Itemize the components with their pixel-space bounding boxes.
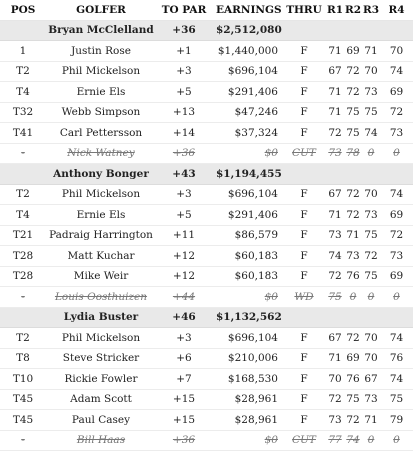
- player-earnings: $696,104: [212, 184, 282, 205]
- player-name[interactable]: Phil Mickelson: [46, 184, 156, 205]
- player-r4: 73: [380, 123, 413, 144]
- player-r1: 71: [326, 41, 344, 62]
- player-thru: F: [282, 82, 326, 103]
- player-r3: 73: [362, 82, 380, 103]
- player-earnings: $291,406: [212, 82, 282, 103]
- player-r1: 71: [326, 82, 344, 103]
- player-pos: T28: [0, 246, 46, 267]
- owner-group-row[interactable]: [0, 20, 413, 41]
- player-name[interactable]: Justin Rose: [46, 41, 156, 62]
- player-earnings: $696,104: [212, 61, 282, 82]
- player-to-par: +5: [156, 82, 212, 103]
- player-r4: 73: [380, 246, 413, 267]
- player-r2: 0: [344, 287, 362, 308]
- player-r3: 74: [362, 123, 380, 144]
- owner-empty-pos: [0, 307, 46, 328]
- owner-name[interactable]: Anthony Bonger: [46, 164, 156, 185]
- player-earnings: $1,440,000: [212, 41, 282, 62]
- player-r2: 78: [344, 143, 362, 164]
- player-r4: 79: [380, 410, 413, 431]
- player-name[interactable]: Phil Mickelson: [46, 61, 156, 82]
- player-r1: 67: [326, 61, 344, 82]
- player-thru: F: [282, 328, 326, 349]
- player-r2: 76: [344, 369, 362, 390]
- player-pos: T8: [0, 348, 46, 369]
- player-r4: 75: [380, 389, 413, 410]
- player-r4: 0: [380, 287, 413, 308]
- player-to-par: +13: [156, 102, 212, 123]
- player-r3: 73: [362, 205, 380, 226]
- player-row[interactable]: [0, 82, 413, 103]
- golfer-header[interactable]: GOLFER: [46, 0, 156, 20]
- player-row[interactable]: [0, 389, 413, 410]
- player-pos: T21: [0, 225, 46, 246]
- player-r4: 72: [380, 102, 413, 123]
- owner-empty-r1: [326, 164, 344, 185]
- player-r4: 74: [380, 61, 413, 82]
- player-name[interactable]: Mike Weir: [46, 266, 156, 287]
- player-r3: 0: [362, 430, 380, 451]
- player-pos: T28: [0, 266, 46, 287]
- player-r4: 69: [380, 205, 413, 226]
- player-to-par: +14: [156, 123, 212, 144]
- player-r1: 67: [326, 328, 344, 349]
- player-r1: 74: [326, 246, 344, 267]
- player-row[interactable]: [0, 348, 413, 369]
- player-r2: 75: [344, 389, 362, 410]
- player-name[interactable]: Paul Casey: [46, 410, 156, 431]
- player-to-par: +5: [156, 205, 212, 226]
- owner-earnings: $1,132,562: [212, 307, 282, 328]
- player-r1: 71: [326, 205, 344, 226]
- owner-to-par: +43: [156, 164, 212, 185]
- player-r1: 77: [326, 430, 344, 451]
- player-row[interactable]: [0, 328, 413, 349]
- player-name[interactable]: Ernie Els: [46, 205, 156, 226]
- owner-empty-thru: [282, 20, 326, 41]
- owner-group-row[interactable]: [0, 164, 413, 185]
- player-thru: F: [282, 225, 326, 246]
- header-row: [0, 0, 413, 20]
- player-thru: F: [282, 61, 326, 82]
- player-r2: 75: [344, 102, 362, 123]
- r3-header[interactable]: R3: [362, 0, 380, 20]
- thru-header[interactable]: THRU: [282, 0, 326, 20]
- r2-header[interactable]: R2: [344, 0, 362, 20]
- player-r2: 69: [344, 41, 362, 62]
- player-r3: 0: [362, 287, 380, 308]
- player-r4: 76: [380, 348, 413, 369]
- player-thru: F: [282, 123, 326, 144]
- player-row[interactable]: [0, 123, 413, 144]
- player-row[interactable]: [0, 287, 413, 308]
- player-thru: F: [282, 410, 326, 431]
- owner-empty-r2: [344, 20, 362, 41]
- owner-empty-thru: [282, 164, 326, 185]
- player-thru: CUT: [282, 430, 326, 451]
- owner-empty-r2: [344, 307, 362, 328]
- player-pos: T41: [0, 123, 46, 144]
- player-r2: 74: [344, 430, 362, 451]
- player-earnings: $168,530: [212, 369, 282, 390]
- player-to-par: +12: [156, 246, 212, 267]
- player-name[interactable]: Nick Watney: [46, 143, 156, 164]
- player-r2: 72: [344, 61, 362, 82]
- player-r4: 70: [380, 41, 413, 62]
- player-r4: 74: [380, 328, 413, 349]
- owner-empty-r3: [362, 307, 380, 328]
- player-earnings: $37,324: [212, 123, 282, 144]
- owner-name[interactable]: Lydia Buster: [46, 307, 156, 328]
- owner-name[interactable]: Bryan McClelland: [46, 20, 156, 41]
- owner-to-par: +46: [156, 307, 212, 328]
- player-name[interactable]: Ernie Els: [46, 82, 156, 103]
- player-pos: T10: [0, 369, 46, 390]
- r4-header[interactable]: R4: [380, 0, 413, 20]
- owner-empty-r4: [380, 164, 413, 185]
- player-r1: 73: [326, 143, 344, 164]
- player-r2: 72: [344, 205, 362, 226]
- owner-to-par: +36: [156, 20, 212, 41]
- earnings-header[interactable]: EARNINGS: [212, 0, 282, 20]
- player-r2: 73: [344, 246, 362, 267]
- player-r4: 0: [380, 143, 413, 164]
- player-to-par: +6: [156, 348, 212, 369]
- player-to-par: +1: [156, 41, 212, 62]
- player-r3: 70: [362, 61, 380, 82]
- player-r3: 71: [362, 41, 380, 62]
- player-earnings: $210,006: [212, 348, 282, 369]
- player-thru: F: [282, 102, 326, 123]
- player-to-par: +12: [156, 266, 212, 287]
- to-par-header[interactable]: TO PAR: [156, 0, 212, 20]
- player-to-par: +11: [156, 225, 212, 246]
- player-name[interactable]: Carl Pettersson: [46, 123, 156, 144]
- player-to-par: +44: [156, 287, 212, 308]
- player-r2: 76: [344, 266, 362, 287]
- player-pos: T2: [0, 184, 46, 205]
- player-name[interactable]: Adam Scott: [46, 389, 156, 410]
- player-r1: 71: [326, 348, 344, 369]
- player-earnings: $28,961: [212, 410, 282, 431]
- player-row[interactable]: [0, 41, 413, 62]
- owner-earnings: $2,512,080: [212, 20, 282, 41]
- player-row[interactable]: [0, 143, 413, 164]
- player-r1: 72: [326, 389, 344, 410]
- owner-empty-pos: [0, 164, 46, 185]
- player-pos: T2: [0, 328, 46, 349]
- player-earnings: $0: [212, 287, 282, 308]
- player-r4: 74: [380, 184, 413, 205]
- player-to-par: +15: [156, 410, 212, 431]
- player-to-par: +7: [156, 369, 212, 390]
- player-name[interactable]: Padraig Harrington: [46, 225, 156, 246]
- player-r3: 0: [362, 143, 380, 164]
- player-pos: T45: [0, 389, 46, 410]
- player-pos: T45: [0, 410, 46, 431]
- player-r3: 71: [362, 410, 380, 431]
- player-name[interactable]: Louis Oosthuizen: [46, 287, 156, 308]
- player-name[interactable]: Rickie Fowler: [46, 369, 156, 390]
- player-to-par: +15: [156, 389, 212, 410]
- player-r3: 75: [362, 266, 380, 287]
- player-name[interactable]: Bill Haas: [46, 430, 156, 451]
- player-earnings: $60,183: [212, 246, 282, 267]
- r1-header[interactable]: R1: [326, 0, 344, 20]
- owner-group-row[interactable]: [0, 307, 413, 328]
- player-r2: 69: [344, 348, 362, 369]
- player-name[interactable]: Matt Kuchar: [46, 246, 156, 267]
- player-earnings: $47,246: [212, 102, 282, 123]
- player-row[interactable]: [0, 225, 413, 246]
- player-pos: T32: [0, 102, 46, 123]
- player-earnings: $28,961: [212, 389, 282, 410]
- player-thru: F: [282, 41, 326, 62]
- leaderboard-body: [0, 20, 413, 451]
- owner-earnings: $1,194,455: [212, 164, 282, 185]
- player-r1: 75: [326, 287, 344, 308]
- player-pos: -: [0, 143, 46, 164]
- player-earnings: $86,579: [212, 225, 282, 246]
- player-r2: 71: [344, 225, 362, 246]
- player-pos: T4: [0, 82, 46, 103]
- owner-empty-pos: [0, 20, 46, 41]
- player-earnings: $291,406: [212, 205, 282, 226]
- owner-empty-r1: [326, 307, 344, 328]
- player-thru: F: [282, 205, 326, 226]
- owner-empty-r3: [362, 20, 380, 41]
- player-r1: 67: [326, 184, 344, 205]
- player-r4: 0: [380, 430, 413, 451]
- player-r2: 72: [344, 184, 362, 205]
- player-earnings: $0: [212, 430, 282, 451]
- player-r1: 72: [326, 123, 344, 144]
- player-r4: 69: [380, 82, 413, 103]
- player-r2: 72: [344, 328, 362, 349]
- player-to-par: +36: [156, 143, 212, 164]
- owner-empty-r3: [362, 164, 380, 185]
- player-thru: F: [282, 369, 326, 390]
- player-to-par: +36: [156, 430, 212, 451]
- player-r1: 73: [326, 410, 344, 431]
- player-r1: 71: [326, 102, 344, 123]
- player-to-par: +3: [156, 184, 212, 205]
- player-pos: T4: [0, 205, 46, 226]
- player-thru: F: [282, 184, 326, 205]
- player-thru: WD: [282, 287, 326, 308]
- player-to-par: +3: [156, 61, 212, 82]
- player-r4: 74: [380, 369, 413, 390]
- player-pos: -: [0, 287, 46, 308]
- player-r3: 67: [362, 369, 380, 390]
- player-thru: F: [282, 246, 326, 267]
- player-r2: 72: [344, 410, 362, 431]
- player-pos: -: [0, 430, 46, 451]
- player-r1: 70: [326, 369, 344, 390]
- player-earnings: $0: [212, 143, 282, 164]
- pos-header[interactable]: POS: [0, 0, 46, 20]
- player-r3: 73: [362, 389, 380, 410]
- player-r1: 73: [326, 225, 344, 246]
- player-r3: 72: [362, 246, 380, 267]
- owner-empty-r4: [380, 307, 413, 328]
- player-thru: F: [282, 348, 326, 369]
- player-thru: F: [282, 389, 326, 410]
- player-earnings: $696,104: [212, 328, 282, 349]
- player-row[interactable]: [0, 430, 413, 451]
- player-row[interactable]: [0, 61, 413, 82]
- player-name[interactable]: Steve Stricker: [46, 348, 156, 369]
- player-r3: 75: [362, 102, 380, 123]
- player-row[interactable]: [0, 184, 413, 205]
- player-row[interactable]: [0, 410, 413, 431]
- player-r3: 70: [362, 184, 380, 205]
- player-r4: 69: [380, 266, 413, 287]
- player-r3: 75: [362, 225, 380, 246]
- player-pos: 1: [0, 41, 46, 62]
- player-r4: 72: [380, 225, 413, 246]
- player-row[interactable]: [0, 205, 413, 226]
- owner-empty-r2: [344, 164, 362, 185]
- player-row[interactable]: [0, 246, 413, 267]
- owner-empty-r4: [380, 20, 413, 41]
- player-r3: 70: [362, 348, 380, 369]
- player-row[interactable]: [0, 266, 413, 287]
- player-r1: 72: [326, 266, 344, 287]
- player-to-par: +3: [156, 328, 212, 349]
- player-name[interactable]: Phil Mickelson: [46, 328, 156, 349]
- player-earnings: $60,183: [212, 266, 282, 287]
- player-r2: 72: [344, 82, 362, 103]
- player-row[interactable]: [0, 369, 413, 390]
- player-name[interactable]: Webb Simpson: [46, 102, 156, 123]
- owner-empty-thru: [282, 307, 326, 328]
- player-thru: F: [282, 266, 326, 287]
- player-r2: 75: [344, 123, 362, 144]
- player-row[interactable]: [0, 102, 413, 123]
- player-pos: T2: [0, 61, 46, 82]
- player-r3: 70: [362, 328, 380, 349]
- owner-empty-r1: [326, 20, 344, 41]
- player-thru: CUT: [282, 143, 326, 164]
